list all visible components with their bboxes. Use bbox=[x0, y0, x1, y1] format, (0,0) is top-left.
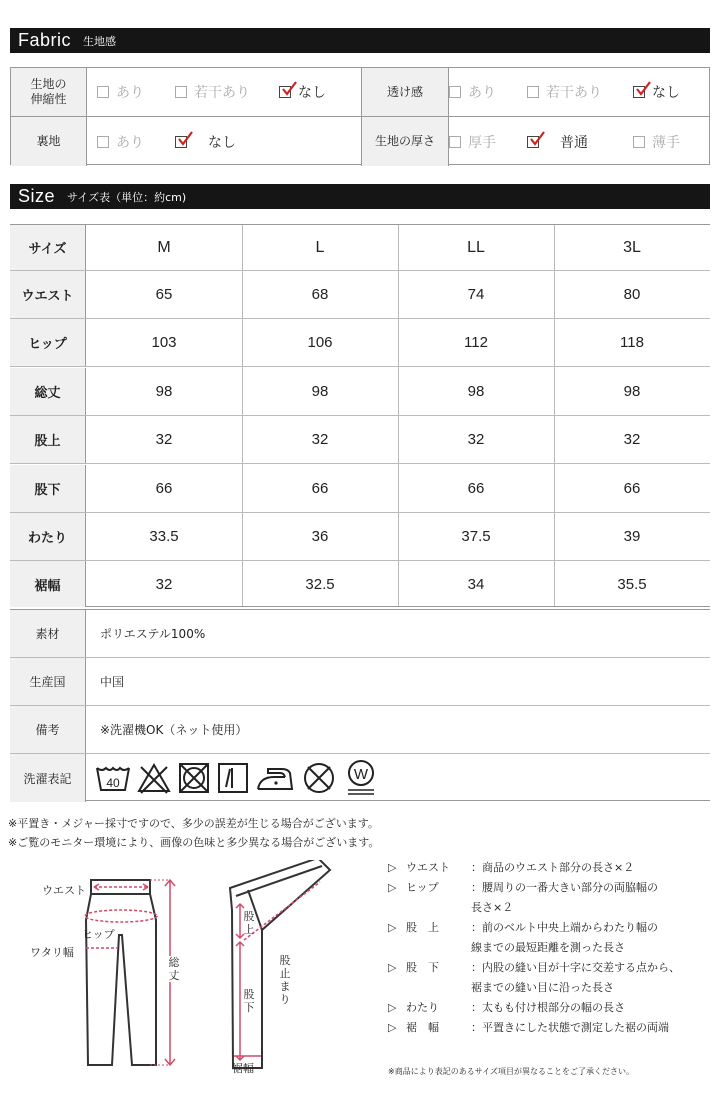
size-cell: 32.5 bbox=[305, 575, 335, 593]
checkbox-icon bbox=[97, 136, 109, 148]
wet-clean-icon bbox=[342, 758, 380, 798]
size-cell: 39 bbox=[623, 528, 641, 545]
care-row bbox=[10, 754, 710, 802]
checked-checkbox-icon bbox=[279, 86, 291, 98]
line-dry-icon bbox=[216, 759, 250, 797]
thickness-option-thick[interactable]: 厚手 bbox=[449, 117, 496, 166]
thickness-option-thin[interactable]: 薄手 bbox=[633, 117, 680, 166]
checkbox-icon bbox=[175, 86, 187, 98]
size-row bbox=[10, 319, 710, 367]
no-dry-clean-icon bbox=[300, 759, 338, 797]
legend-key: 股 下 bbox=[406, 961, 439, 974]
diagram-hip-label: ヒップ bbox=[82, 928, 115, 941]
size-row-label: 裾幅 bbox=[10, 561, 86, 607]
diagram-hem-label: 裾幅 bbox=[232, 1062, 254, 1075]
diagram-rise-label: 股上 bbox=[243, 910, 255, 936]
triangle-bullet-icon: ▷ bbox=[388, 861, 397, 874]
size-row-label: ヒップ bbox=[10, 319, 86, 366]
size-row-label: わたり bbox=[10, 513, 86, 560]
triangle-bullet-icon: ▷ bbox=[388, 1001, 397, 1014]
size-row-label: 股下 bbox=[10, 465, 86, 512]
size-cell: 37.5 bbox=[461, 528, 491, 545]
legend-value: ：前のベルト中央上端からわたり幅の bbox=[471, 921, 658, 934]
material-row bbox=[10, 610, 710, 658]
note-line: ※ご覧のモニター環境により、画像の色味と多少異なる場合がございます。 bbox=[8, 836, 380, 849]
origin-value: 中国 bbox=[100, 675, 125, 689]
checkbox-icon bbox=[449, 86, 461, 98]
size-section-header bbox=[10, 184, 710, 209]
legend-item bbox=[388, 918, 680, 938]
thickness-label: 生地の厚さ bbox=[361, 117, 449, 166]
legend-item bbox=[388, 998, 680, 1018]
legend-key: 裾 幅 bbox=[406, 1021, 439, 1034]
remarks-row bbox=[10, 706, 710, 754]
size-row bbox=[10, 465, 710, 513]
origin-label: 生産国 bbox=[10, 658, 86, 705]
size-cell: 66 bbox=[155, 480, 173, 497]
size-cell: 33.5 bbox=[149, 528, 179, 545]
size-cell: 34 bbox=[467, 575, 485, 593]
size-row bbox=[10, 561, 710, 607]
legend-key: わたり bbox=[406, 1001, 439, 1014]
size-cell: 80 bbox=[623, 286, 641, 303]
column-divider bbox=[242, 225, 243, 606]
wash-40-icon bbox=[94, 759, 132, 797]
size-cell: 66 bbox=[467, 480, 485, 497]
fabric-section-header bbox=[10, 28, 710, 53]
size-table bbox=[10, 224, 710, 607]
legend-value: ：太もも付け根部分の幅の長さ bbox=[471, 1001, 625, 1014]
column-divider bbox=[554, 225, 555, 606]
size-title: Size bbox=[18, 186, 56, 206]
no-bleach-icon bbox=[136, 759, 172, 797]
size-col-header: M bbox=[157, 238, 171, 256]
sheer-option-slight[interactable]: 若干あり bbox=[527, 68, 602, 116]
size-cell: 98 bbox=[467, 383, 485, 400]
size-cell: 74 bbox=[467, 286, 485, 303]
size-corner-label: サイズ bbox=[10, 225, 86, 270]
lining-label: 裏地 bbox=[11, 117, 87, 166]
fabric-subtitle: 生地感 bbox=[83, 34, 117, 48]
material-value: ポリエステル100% bbox=[100, 627, 206, 641]
svg-text:40: 40 bbox=[106, 776, 120, 790]
size-cell: 32 bbox=[155, 431, 173, 448]
size-cell: 98 bbox=[311, 383, 329, 400]
remarks-label: 備考 bbox=[10, 706, 86, 753]
size-cell: 98 bbox=[623, 383, 641, 400]
size-cell: 66 bbox=[311, 480, 329, 497]
product-info-table bbox=[10, 609, 710, 801]
legend-value: ：腰周りの一番大きい部分の両脇幅の bbox=[471, 881, 658, 894]
size-cell: 32 bbox=[311, 431, 329, 448]
care-label: 洗濯表記 bbox=[10, 754, 86, 802]
size-header-row bbox=[10, 225, 710, 271]
legend-item bbox=[388, 858, 680, 878]
checkbox-icon bbox=[449, 136, 461, 148]
column-divider bbox=[398, 225, 399, 606]
legend-continuation: 長さ×２ bbox=[471, 901, 514, 914]
size-row bbox=[10, 513, 710, 561]
footnote: ※商品により表記のあるサイズ項目が異なることをご了承ください。 bbox=[388, 1067, 635, 1076]
size-cell: 112 bbox=[464, 334, 488, 351]
stretch-option-none[interactable]: なし bbox=[279, 68, 326, 116]
size-cell: 35.5 bbox=[617, 575, 647, 593]
legend-value: ：平置きにした状態で測定した裾の両端 bbox=[471, 1021, 669, 1034]
legend-continuation: 線までの最短距離を測った長さ bbox=[471, 941, 625, 954]
stretch-option-slight[interactable]: 若干あり bbox=[175, 68, 250, 116]
stretch-label: 生地の 伸縮性 bbox=[11, 68, 87, 116]
size-cell: 118 bbox=[620, 334, 644, 351]
size-row-label: 総丈 bbox=[10, 368, 86, 415]
size-row-label: ウエスト bbox=[10, 271, 86, 318]
size-row-label: 股上 bbox=[10, 416, 86, 463]
material-label: 素材 bbox=[10, 610, 86, 657]
size-col-header: 3L bbox=[623, 238, 641, 256]
sheer-option-yes[interactable]: あり bbox=[449, 68, 496, 116]
size-row bbox=[10, 416, 710, 464]
diagram-thigh-label: ワタリ幅 bbox=[30, 946, 74, 959]
size-col-header: L bbox=[315, 238, 325, 256]
care-symbols bbox=[94, 758, 384, 798]
lining-option-none[interactable]: なし bbox=[175, 117, 236, 166]
diagram-inseam-label: 股下 bbox=[243, 988, 255, 1014]
triangle-bullet-icon: ▷ bbox=[388, 961, 397, 974]
size-cell: 65 bbox=[155, 286, 173, 303]
size-col-header: LL bbox=[467, 238, 485, 256]
svg-text:W: W bbox=[353, 766, 369, 783]
note-line: ※平置き・メジャー採寸ですので、多少の誤差が生じる場合がございます。 bbox=[8, 817, 379, 830]
size-cell: 32 bbox=[467, 431, 485, 448]
checked-checkbox-icon bbox=[633, 86, 645, 98]
checkbox-icon bbox=[633, 136, 645, 148]
measurement-legend bbox=[388, 858, 680, 1038]
stretch-option-yes[interactable]: あり bbox=[97, 68, 144, 116]
legend-value: ：内股の縫い目が十字に交差する点から、 bbox=[471, 961, 680, 974]
legend-key: ウエスト bbox=[406, 861, 450, 874]
thickness-option-normal[interactable]: 普通 bbox=[527, 117, 588, 166]
no-tumble-dry-icon bbox=[176, 759, 212, 797]
origin-row bbox=[10, 658, 710, 706]
size-cell: 98 bbox=[155, 383, 173, 400]
checked-checkbox-icon bbox=[175, 136, 187, 148]
size-cell: 106 bbox=[307, 334, 333, 351]
measurement-notes bbox=[8, 814, 379, 852]
legend-continuation: 裾までの縫い目に沿った長さ bbox=[471, 981, 614, 994]
legend-value: ：商品のウエスト部分の長さ×２ bbox=[471, 861, 635, 874]
size-row bbox=[10, 368, 710, 416]
size-cell: 66 bbox=[623, 480, 641, 497]
diagram-rise-back-label: 股止まり bbox=[279, 954, 291, 1006]
fabric-title: Fabric bbox=[18, 30, 72, 50]
size-cell: 68 bbox=[311, 286, 329, 303]
size-cell: 103 bbox=[151, 334, 177, 351]
checked-checkbox-icon bbox=[527, 136, 539, 148]
diagram-total-length-label: 総丈 bbox=[168, 956, 180, 982]
legend-item bbox=[388, 878, 680, 898]
checkbox-icon bbox=[527, 86, 539, 98]
legend-item bbox=[388, 958, 680, 978]
remarks-value: ※洗濯機OK（ネット使用） bbox=[100, 723, 248, 737]
legend-item bbox=[388, 1018, 680, 1038]
sheer-label: 透け感 bbox=[361, 68, 449, 116]
triangle-bullet-icon: ▷ bbox=[388, 881, 397, 894]
diagram-waist-label: ウエスト bbox=[42, 884, 86, 897]
size-cell: 36 bbox=[311, 528, 329, 545]
lining-option-yes[interactable]: あり bbox=[97, 117, 144, 166]
triangle-bullet-icon: ▷ bbox=[388, 1021, 397, 1034]
triangle-bullet-icon: ▷ bbox=[388, 921, 397, 934]
size-subtitle: サイズ表（単位：約cm) bbox=[67, 190, 187, 204]
size-row bbox=[10, 271, 710, 319]
legend-key: 股 上 bbox=[406, 921, 439, 934]
fabric-table bbox=[10, 67, 710, 165]
size-cell: 32 bbox=[155, 575, 173, 593]
size-cell: 32 bbox=[623, 431, 641, 448]
legend-key: ヒップ bbox=[406, 881, 439, 894]
sheer-option-none[interactable]: なし bbox=[633, 68, 680, 116]
fabric-row-1 bbox=[11, 68, 709, 117]
iron-low-icon bbox=[254, 759, 296, 797]
checkbox-icon bbox=[97, 86, 109, 98]
fabric-row-2 bbox=[11, 117, 709, 166]
